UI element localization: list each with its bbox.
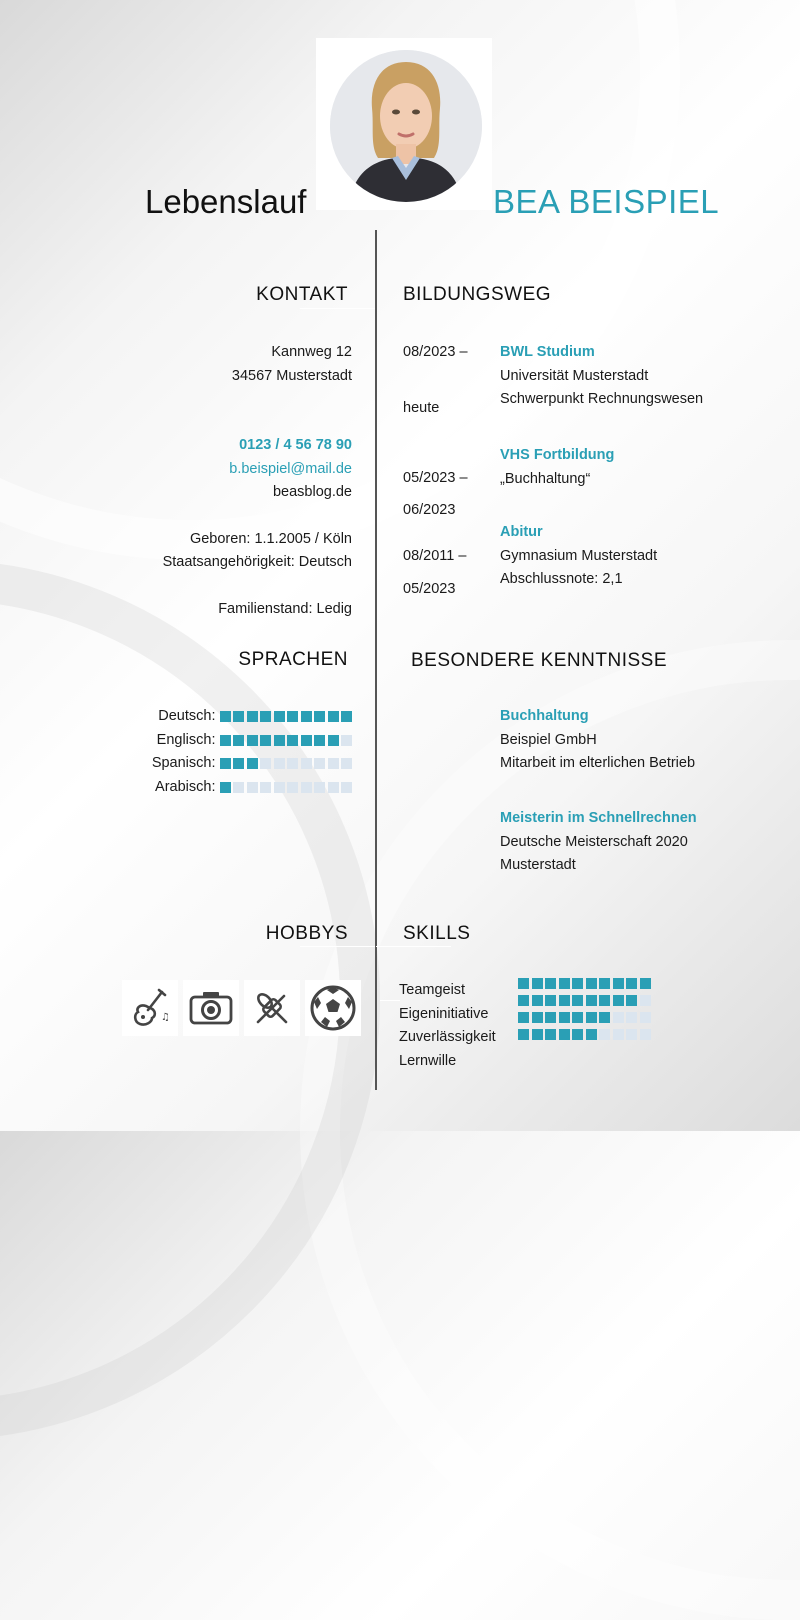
skills-labels	[399, 979, 496, 1073]
level-square-filled	[532, 1012, 543, 1023]
section-heading-education: BILDUNGSWEG	[403, 284, 552, 305]
contact-email[interactable]: b.beispiel@mail.de	[229, 460, 352, 477]
level-square-empty	[287, 782, 298, 793]
hobby-photography	[183, 980, 239, 1036]
level-square-filled	[287, 711, 298, 722]
level-square-filled	[247, 711, 258, 722]
level-square-filled	[220, 782, 231, 793]
level-square-empty	[613, 1012, 624, 1023]
skill-level-bar	[518, 995, 651, 1006]
level-square-filled	[545, 1012, 556, 1023]
language-label: Arabisch:	[155, 778, 216, 795]
level-square-empty	[341, 735, 352, 746]
level-square-empty	[626, 1012, 637, 1023]
level-square-filled	[545, 1029, 556, 1040]
level-square-filled	[559, 978, 570, 989]
level-square-empty	[301, 758, 312, 769]
level-square-filled	[640, 978, 651, 989]
language-label: Deutsch:	[158, 708, 216, 724]
skill-level-bar	[518, 978, 651, 989]
level-square-filled	[545, 978, 556, 989]
level-square-filled	[518, 1012, 529, 1023]
education-line: Abschlussnote: 2,1	[500, 571, 623, 587]
skill-label: Eigeninitiative	[399, 1005, 489, 1022]
level-square-filled	[532, 1029, 543, 1040]
level-square-empty	[260, 758, 271, 769]
heading-underline	[376, 946, 451, 947]
heading-underline	[300, 308, 375, 309]
education-date-from: 08/2023 –	[403, 344, 468, 360]
baking-tools-icon	[250, 986, 294, 1030]
education-line: „Buchhaltung“	[500, 470, 591, 487]
level-square-filled	[545, 995, 556, 1006]
education-date-to: 06/2023	[403, 502, 456, 518]
language-label: Englisch:	[156, 731, 216, 748]
contact-phone[interactable]: 0123 / 4 56 78 90	[239, 437, 352, 453]
level-square-filled	[328, 735, 339, 746]
special-line: Deutsche Meisterschaft 2020	[500, 833, 688, 850]
education-entry	[500, 341, 703, 412]
special-title: Meisterin im Schnellrechnen	[500, 810, 697, 826]
skill-level-bar	[518, 1029, 651, 1040]
level-square-empty	[640, 995, 651, 1006]
education-entry	[500, 444, 614, 491]
level-square-empty	[328, 758, 339, 769]
education-date-to: heute	[403, 400, 440, 416]
level-square-filled	[532, 995, 543, 1006]
level-square-filled	[274, 735, 285, 746]
education-line: Gymnasium Musterstadt	[500, 547, 658, 564]
level-square-filled	[301, 711, 312, 722]
level-square-empty	[314, 758, 325, 769]
level-square-filled	[613, 995, 624, 1006]
special-entry	[500, 807, 697, 878]
hobby-soccer	[305, 980, 361, 1036]
skill-level-bar	[518, 1012, 651, 1023]
level-square-filled	[572, 1029, 583, 1040]
column-divider	[375, 230, 377, 1090]
hobby-guitar	[122, 980, 178, 1036]
level-square-empty	[341, 782, 352, 793]
education-date-from: 05/2023 –	[403, 470, 468, 486]
language-level-bar	[220, 735, 353, 746]
page-title: Lebenslauf	[145, 183, 307, 220]
language-level-bar	[220, 782, 353, 793]
level-square-filled	[518, 1029, 529, 1040]
level-square-filled	[586, 1029, 597, 1040]
level-square-empty	[328, 782, 339, 793]
heading-underline	[300, 946, 375, 947]
section-heading-languages: SPRACHEN	[238, 649, 348, 670]
guitar-icon	[128, 986, 172, 1030]
level-square-empty	[640, 1029, 651, 1040]
section-heading-skills: SKILLS	[403, 923, 471, 944]
level-square-filled	[599, 995, 610, 1006]
special-entry	[500, 705, 695, 776]
contact-blog[interactable]: beasblog.de	[272, 484, 352, 500]
level-square-filled	[559, 1012, 570, 1023]
level-square-filled	[626, 978, 637, 989]
level-square-filled	[260, 735, 271, 746]
contact-born: Geboren: 1.1.2005 / Köln	[189, 530, 352, 547]
level-square-filled	[328, 711, 339, 722]
level-square-filled	[260, 711, 271, 722]
language-row	[120, 705, 352, 729]
svg-text:♫: ♫	[161, 1012, 170, 1023]
special-line: Musterstadt	[500, 857, 576, 873]
language-list	[120, 705, 352, 799]
level-square-filled	[572, 978, 583, 989]
education-entry	[500, 521, 657, 592]
camera-icon	[188, 986, 234, 1030]
skill-label: Zuverlässigkeit	[399, 1029, 496, 1045]
level-square-empty	[233, 782, 244, 793]
contact-street: Kannweg 12	[271, 344, 352, 360]
level-square-filled	[518, 995, 529, 1006]
section-heading-hobbies: HOBBYS	[265, 923, 348, 944]
level-square-filled	[314, 711, 325, 722]
education-date-to: 05/2023	[403, 581, 456, 597]
person-name: BEA BEISPIEL	[493, 183, 720, 220]
level-square-empty	[613, 1029, 624, 1040]
level-square-filled	[274, 711, 285, 722]
level-square-empty	[626, 1029, 637, 1040]
contact-marital: Familienstand: Ledig	[218, 600, 352, 617]
soccer-ball-icon	[309, 984, 357, 1032]
level-square-filled	[613, 978, 624, 989]
level-square-filled	[586, 978, 597, 989]
education-title: VHS Fortbildung	[500, 447, 615, 463]
level-square-filled	[233, 711, 244, 722]
education-line: Universität Musterstadt	[500, 367, 649, 384]
level-square-filled	[518, 978, 529, 989]
language-level-bar	[220, 711, 353, 722]
level-square-empty	[274, 782, 285, 793]
level-square-filled	[233, 758, 244, 769]
level-square-filled	[532, 978, 543, 989]
level-square-empty	[274, 758, 285, 769]
education-title: Abitur	[500, 524, 543, 540]
level-square-filled	[247, 735, 258, 746]
education-date-from: 08/2011 –	[403, 548, 467, 564]
level-square-empty	[301, 782, 312, 793]
level-square-filled	[586, 1012, 597, 1023]
level-square-filled	[247, 758, 258, 769]
level-square-filled	[220, 758, 231, 769]
level-square-empty	[287, 758, 298, 769]
level-square-filled	[559, 1029, 570, 1040]
level-square-empty	[247, 782, 258, 793]
level-square-filled	[220, 711, 231, 722]
section-heading-special-skills: BESONDERE KENNTNISSE	[411, 650, 667, 671]
hobby-baking	[244, 980, 300, 1036]
language-label: Spanisch:	[151, 755, 216, 771]
level-square-filled	[559, 995, 570, 1006]
language-row	[120, 752, 352, 776]
special-title: Buchhaltung	[500, 708, 589, 724]
profile-photo	[330, 50, 482, 202]
level-square-filled	[599, 978, 610, 989]
skill-label: Lernwille	[399, 1052, 457, 1069]
level-square-filled	[287, 735, 298, 746]
language-row	[120, 776, 352, 800]
contact-city: 34567 Musterstadt	[231, 367, 352, 384]
education-title: BWL Studium	[500, 344, 595, 360]
special-line: Beispiel GmbH	[500, 731, 597, 748]
section-heading-contact: KONTAKT	[256, 284, 348, 305]
level-square-filled	[233, 735, 244, 746]
level-square-filled	[314, 735, 325, 746]
contact-block	[163, 341, 352, 621]
level-square-filled	[341, 711, 352, 722]
level-square-empty	[260, 782, 271, 793]
skills-bars	[518, 978, 651, 1046]
language-row	[120, 729, 352, 753]
level-square-filled	[626, 995, 637, 1006]
level-square-empty	[314, 782, 325, 793]
level-square-filled	[599, 1012, 610, 1023]
level-square-empty	[640, 1012, 651, 1023]
contact-nationality: Staatsangehörigkeit: Deutsch	[162, 554, 352, 570]
skill-line	[380, 1000, 400, 1001]
special-line: Mitarbeit im elterlichen Betrieb	[500, 755, 696, 771]
level-square-filled	[572, 995, 583, 1006]
level-square-filled	[220, 735, 231, 746]
level-square-empty	[341, 758, 352, 769]
level-square-filled	[586, 995, 597, 1006]
language-level-bar	[220, 758, 353, 769]
level-square-filled	[572, 1012, 583, 1023]
skill-label: Teamgeist	[399, 982, 466, 998]
level-square-filled	[301, 735, 312, 746]
education-line: Schwerpunkt Rechnungswesen	[500, 391, 704, 407]
level-square-empty	[599, 1029, 610, 1040]
